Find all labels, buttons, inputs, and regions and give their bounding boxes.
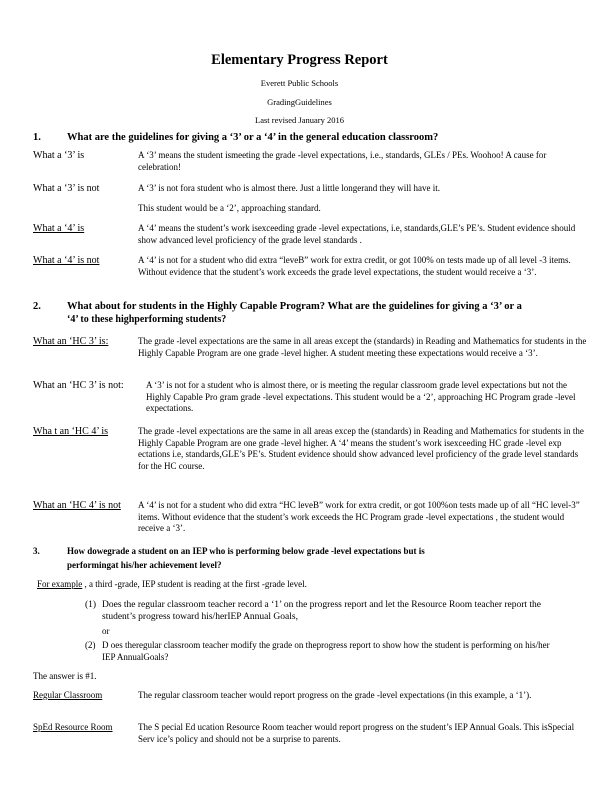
document-subtitle: GradingGuidelines — [267, 97, 332, 107]
guideline-text: A ‘3’ means the student ismeeting the grade -level expectations, i.e., standards, GLEs / PEs. Woohoo! A cause for celebration! — [138, 150, 547, 172]
example-label: For example — [37, 579, 83, 589]
guideline-label: Wha t an ‘HC 4’ is — [33, 426, 109, 437]
example-text: , a third -grade, IEP student is reading at the first -grade level. — [82, 579, 307, 589]
guideline-text: A ‘3’ is not fora student who is almost there. Just a little longerand they will have it. — [138, 183, 441, 193]
question-number: 1. — [33, 132, 41, 143]
guideline-text: A ‘4’ is not for a student who did extra “HC leveB” work for extra credit, or got 100%on tests made up of all “HC level-3” items. Without evidence that the student’s work exceeds the HC Program grade -level expectations , the student would receive a ‘3’. — [138, 500, 580, 533]
guideline-label: What an ‘HC 3’ is not: — [33, 380, 124, 391]
option-number: (1) — [85, 600, 97, 610]
option-text: Does the regular classroom teacher record a ‘1’ on the progress report and let the Resource Room teacher report the student’s progress toward his/herIEP Annual Goals, — [102, 600, 542, 622]
guideline-label: Regular Classroom — [33, 690, 103, 700]
revision-date: Last revised January 2016 — [255, 115, 344, 125]
guideline-text: The regular classroom teacher would report progress on the grade -level expectations (in this example, a ‘1’). — [138, 690, 532, 700]
question-3 — [33, 546, 425, 558]
question-2-continued: ‘4’ to these highperforming students? — [67, 314, 227, 325]
option-text: D oes theregular classroom teacher modify the grade on theprogress report to show how the student is performing on his/her IEP AnnualGoals? — [102, 640, 550, 662]
guideline-label: What an ‘HC 3’ is: — [33, 336, 109, 347]
question-text: What are the guidelines for giving a ‘3’ or a ‘4’ in the general education classroom? — [67, 132, 439, 143]
guideline-text: A ‘3’ is not for a student who is almost there, or is meeting the regular classroom grade level expectations but not the Highly Capable Pro gram grade -level expectations. This student would be a ‘2’, approaching HC Program grade -level expectations. — [146, 380, 576, 413]
question-1 — [33, 132, 438, 143]
guideline-label: SpEd Resource Room — [33, 722, 113, 732]
or-text: or — [102, 626, 110, 636]
guideline-label: What an ‘HC 4’ is not — [33, 500, 121, 511]
guideline-label: What a ‘4’ is not — [33, 255, 100, 266]
guideline-label: What a ‘3’ is not — [33, 183, 100, 194]
question-3-continued: performingat his/her achievement level? — [67, 560, 222, 570]
guideline-text: A ‘4’ means the student’s work isexceeding grade -level expectations, i.e, standards,GLE’s PE’s. Student evidence should show advanced level proficiency of the grade level standards . — [138, 223, 576, 245]
guideline-label: What a ‘4’ is — [33, 223, 85, 234]
question-number: 2. — [33, 301, 41, 312]
guideline-text: The grade -level expectations are the same in all areas except the (standards) in Reading and Mathematics for students in the Highly Capable Program are one grade -level higher. A student meeting these expectations would receive a ‘3’. — [138, 336, 587, 358]
example-line — [37, 579, 307, 591]
school-name: Everett Public Schools — [260, 78, 339, 88]
guideline-text: A ‘4’ is not for a student who did extra “leveB” work for extra credit, or got 100% on tests made up of all level -3 items. Without evidence that the student’s work exceeds the grade level expectations, the student would receive a ‘3’. — [138, 255, 571, 277]
question-number: 3. — [33, 546, 40, 556]
guideline-text: The S pecial Ed ucation Resource Room teacher would report progress on the student’s IEP Annual Goals. This isSpecial Serv ice’s policy and should not be a surprise to parents. — [138, 722, 575, 744]
document-title: Elementary Progress Report — [211, 52, 388, 68]
guideline-text: This student would be a ‘2’, approaching standard. — [138, 203, 321, 213]
guideline-label: What a ‘3’ is — [33, 150, 85, 161]
question-text: What about for students in the Highly Capable Program? What are the guidelines for giving a ‘3’ or a — [67, 301, 522, 312]
guideline-text: The grade -level expectations are the same in all areas excep the (standards) in Reading and Mathematics for students in the Highly Capable Program are one grade -level higher. A ‘4’ means the student’s work isexceeding HC grade -level exp ectations i.e, standards,GLE’s PE’s. Student evidence should show advanced level proficiency of the grade level standards for the HC course. — [138, 426, 584, 471]
answer-text: The answer is #1. — [33, 671, 97, 681]
option-number: (2) — [85, 640, 96, 650]
question-text: How dowegrade a student on an IEP who is performing below grade -level expectations but is — [67, 546, 425, 556]
question-2 — [33, 301, 593, 312]
